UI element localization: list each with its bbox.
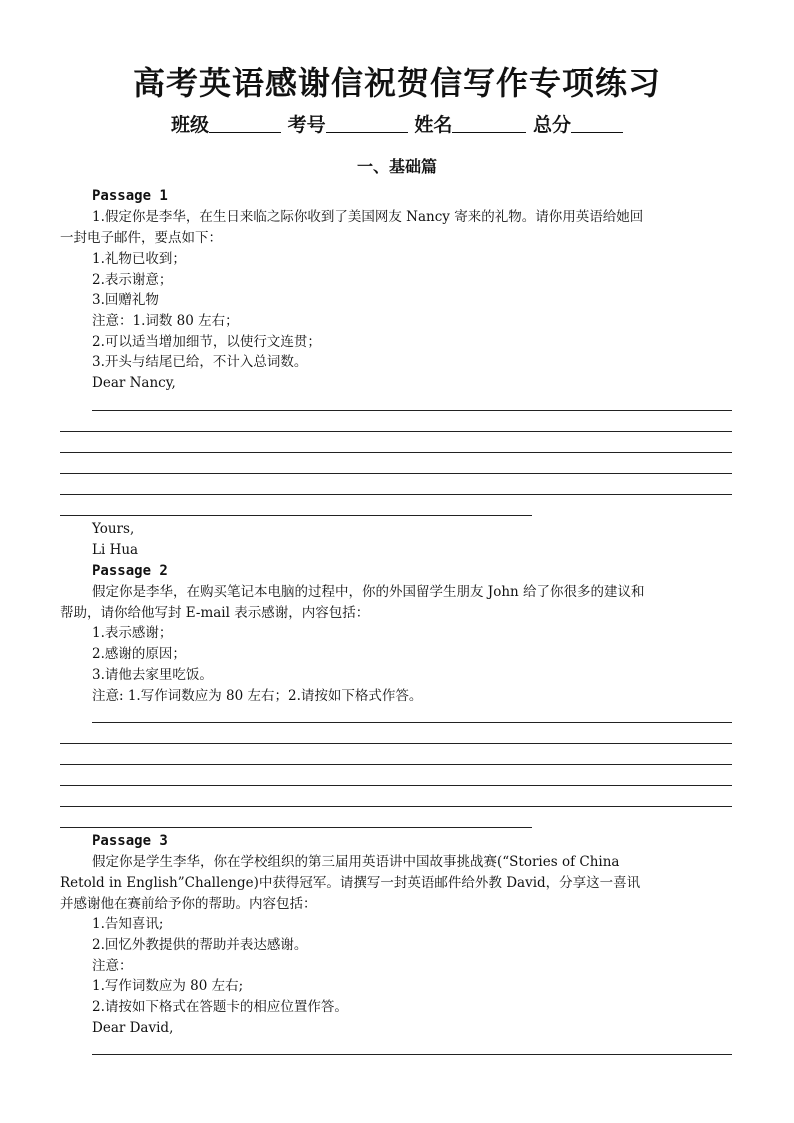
passage-1-note-3: 3.开头与结尾已给，不计入总词数。 <box>92 354 308 370</box>
passage-3-note-label: 注意： <box>92 958 133 974</box>
answer-line[interactable] <box>60 473 732 474</box>
passage-1-closing: Yours, <box>92 521 135 537</box>
answer-line[interactable] <box>92 1054 732 1055</box>
answer-line[interactable] <box>60 743 732 744</box>
passage-1-heading: Passage 1 <box>92 188 168 204</box>
passage-3-point-2: 2.回忆外教提供的帮助并表达感谢。 <box>92 937 308 953</box>
passage-1-point-3: 3.回赠礼物 <box>92 292 159 308</box>
passage-1-note-2: 2.可以适当增加细节，以使行文连贯； <box>92 334 321 350</box>
passage-3-heading: Passage 3 <box>92 833 168 849</box>
passage-2-point-2: 2.感谢的原因； <box>92 646 186 662</box>
page-title: 高考英语感谢信祝贺信写作专项练习 <box>132 64 661 102</box>
answer-line[interactable] <box>60 515 532 516</box>
passage-2-note: 注意: 1.写作词数应为 80 左右；2.请按如下格式作答。 <box>92 688 423 704</box>
passage-2-prompt-line-1: 假定你是李华，在购买笔记本电脑的过程中，你的外国留学生朋友 John 给了你很多的建议和 <box>92 584 645 600</box>
answer-line[interactable] <box>60 764 732 765</box>
answer-line[interactable] <box>92 722 732 723</box>
passage-3-note-2: 2.请按如下格式在答题卡的相应位置作答。 <box>92 999 348 1015</box>
passage-3-prompt-line-2: Retold in English”Challenge)中获得冠军。请撰写一封英语邮件给外教 David，分享这一喜讯 <box>60 875 641 891</box>
passage-3-point-1: 1.告知喜讯; <box>92 916 164 932</box>
score-blank[interactable] <box>571 114 623 133</box>
name-label: 姓名 <box>414 114 453 136</box>
answer-line[interactable] <box>60 494 732 495</box>
passage-3-greeting: Dear David, <box>92 1020 174 1036</box>
answer-line[interactable] <box>60 431 732 432</box>
passage-1-greeting: Dear Nancy, <box>92 375 176 391</box>
passage-3-prompt-line-1: 假定你是学生李华，你在学校组织的第三届用英语讲中国故事挑战赛(“Stories of China <box>92 854 620 870</box>
section-heading: 一、基础篇 <box>356 157 437 176</box>
student-info-row <box>0 110 794 137</box>
passage-2-point-1: 1.表示感谢； <box>92 625 173 641</box>
passage-2-prompt-line-2: 帮助，请你给他写封 E-mail 表示感谢，内容包括： <box>60 605 370 621</box>
exam-number-label: 考号 <box>287 114 326 136</box>
passage-1-note-1: 注意：1.词数 80 左右； <box>92 313 239 329</box>
passage-3-note-1: 1.写作词数应为 80 左右; <box>92 978 244 994</box>
class-label: 班级 <box>171 114 210 136</box>
answer-line[interactable] <box>60 452 732 453</box>
passage-1-prompt-line-1: 1.假定你是李华，在生日来临之际你收到了美国网友 Nancy 寄来的礼物。请你用英语给她回 <box>92 209 644 225</box>
passage-3-prompt-line-3: 并感谢他在赛前给予你的帮助。内容包括： <box>60 896 317 912</box>
passage-1-signature: Li Hua <box>92 542 139 558</box>
score-label: 总分 <box>532 114 571 136</box>
passage-2-point-3: 3.请他去家里吃饭。 <box>92 667 213 683</box>
name-blank[interactable] <box>452 114 526 133</box>
answer-line[interactable] <box>60 785 732 786</box>
passage-1-prompt-line-2: 一封电子邮件，要点如下： <box>60 230 222 246</box>
answer-line[interactable] <box>60 827 532 828</box>
passage-2-heading: Passage 2 <box>92 563 168 579</box>
passage-1-point-2: 2.表示谢意； <box>92 272 173 288</box>
exam-number-blank[interactable] <box>326 114 408 133</box>
passage-1-point-1: 1.礼物已收到； <box>92 251 186 267</box>
answer-line[interactable] <box>92 410 732 411</box>
class-blank[interactable] <box>209 114 281 133</box>
answer-line[interactable] <box>60 806 732 807</box>
